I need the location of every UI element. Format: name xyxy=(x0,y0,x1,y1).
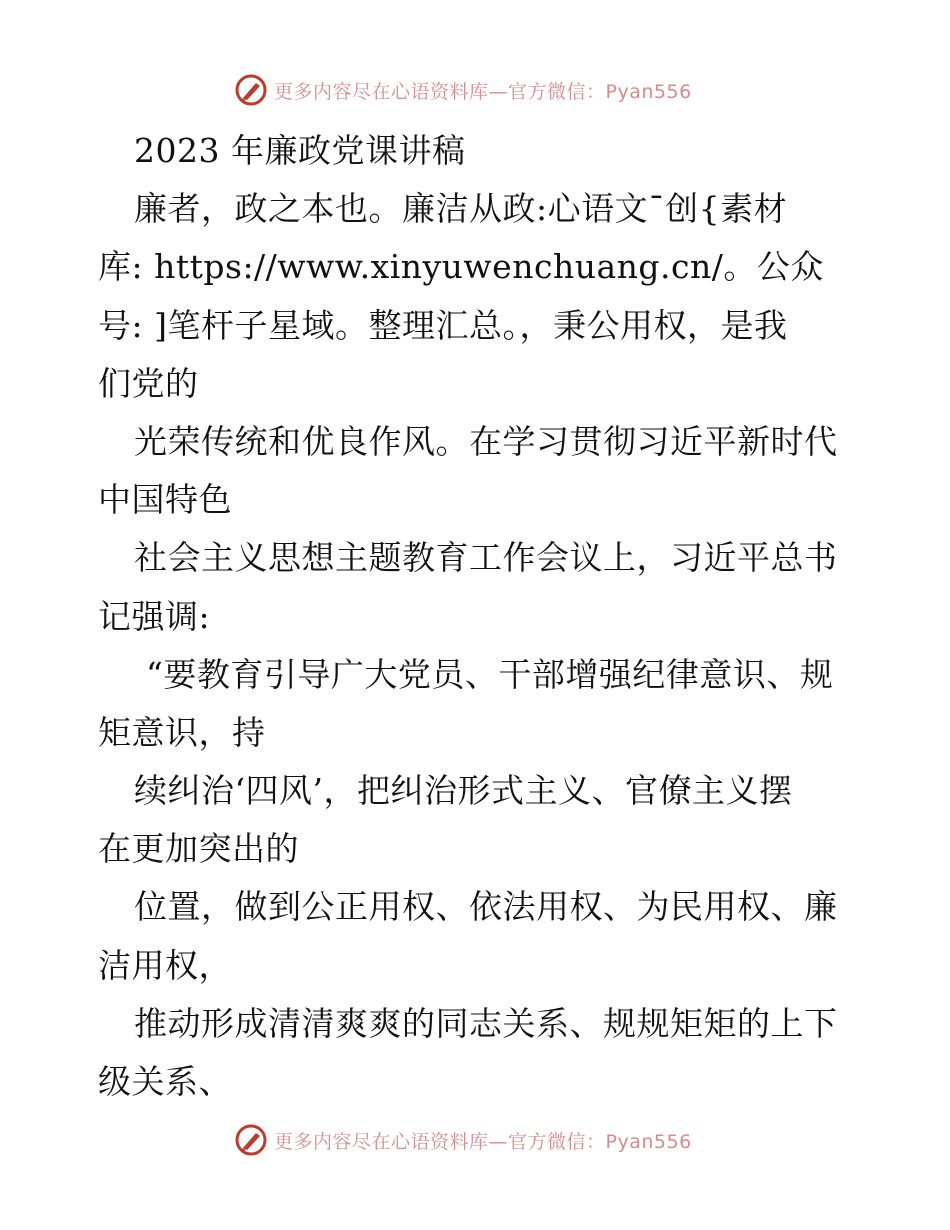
header-banner xyxy=(234,70,692,110)
banner-text: 更多内容尽在心语资料库—官方微信：Pyan556 xyxy=(274,80,692,103)
footer-banner xyxy=(234,1120,692,1160)
paragraph-line: 级关系、 xyxy=(98,1062,232,1101)
paragraph-line: 洁用权， xyxy=(98,945,232,985)
paragraph-line: 号: ]笔杆子星域。整理汇总。，秉公用权，是我 xyxy=(98,305,788,345)
quote-line: “要教育引导广大党员、干部增强纪律意识、规 xyxy=(146,654,834,694)
paragraph-line: 社会主义思想主题教育工作会议上，习近平总书 xyxy=(134,538,838,578)
paragraph-line: 在更加突出的 xyxy=(98,829,299,869)
paragraph-line: 们党的 xyxy=(98,363,199,403)
paragraph-line: 光荣传统和优良作风。在学习贯彻习近平新时代 xyxy=(134,421,838,461)
pen-logo-icon xyxy=(234,1123,268,1157)
pen-logo-icon xyxy=(234,73,268,107)
paragraph-line: 位置，做到公正用权、依法用权、为民用权、廉 xyxy=(134,887,838,927)
paragraph-line: 推动形成清清爽爽的同志关系、规规矩矩的上下 xyxy=(134,1003,838,1043)
paragraph-line: 矩意识，持 xyxy=(98,712,266,752)
paragraph-line: 库: https://www.xinyuwenchuang.cn/。公众 xyxy=(98,247,824,287)
paragraph-line: 廉者，政之本也。廉洁从政:心语文¯创{素材 xyxy=(134,189,788,229)
paragraph-line: 记强调: xyxy=(98,596,211,636)
paragraph-line: 续纠治‘四风’，把纠治形式主义、官僚主义摆 xyxy=(134,771,793,811)
paragraph-line: 中国特色 xyxy=(98,480,232,520)
document-title: 2023 年廉政党课讲稿 xyxy=(134,131,466,170)
document-body xyxy=(98,122,868,1111)
banner-text: 更多内容尽在心语资料库—官方微信：Pyan556 xyxy=(274,1130,692,1153)
